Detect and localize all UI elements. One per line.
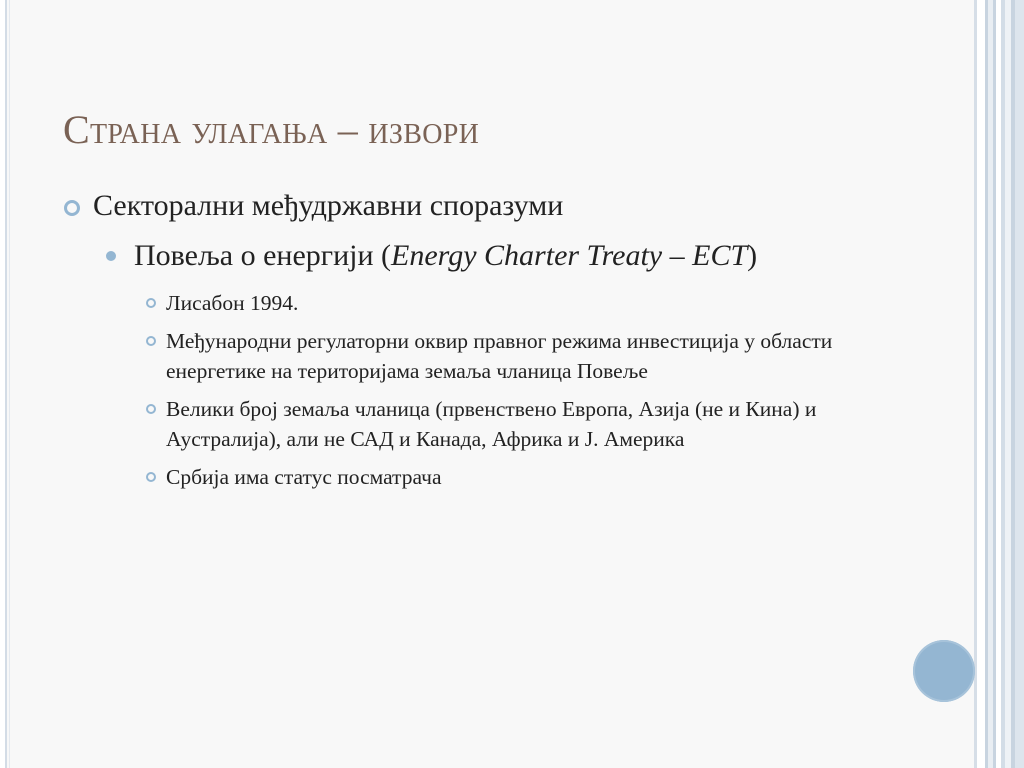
- left-frame-border: [0, 0, 7, 768]
- bullet-level3: [144, 462, 886, 492]
- bullet-level1-text: Секторални међудржавни споразуми: [93, 189, 564, 222]
- decorative-circle: [913, 640, 975, 702]
- small-hollow-circle-bullet-icon: [146, 404, 156, 414]
- bullet-level3: [144, 326, 886, 386]
- bullet-level2: [104, 236, 874, 276]
- hollow-circle-bullet-icon: [64, 200, 80, 216]
- bullet-level3-text: Међународни регулаторни оквир правног режима инвестиција у области енергетике на територијама земаља чланица Повеље: [166, 329, 833, 383]
- small-hollow-circle-bullet-icon: [146, 472, 156, 482]
- bullet-level2-text-italic-ect: ECT: [692, 239, 748, 272]
- bullet-level3: [144, 288, 886, 318]
- bullet-level2-text-italic-treaty: Energy Charter Treaty: [391, 239, 663, 272]
- bullet-level3-text: Велики број земаља чланица (првенствено Европа, Азија (не и Кина) и Аустралија), али не САД и Канада, Африка и Ј. Америка: [166, 397, 817, 451]
- bullet-level2-text-mid: –: [662, 239, 693, 272]
- bullet-level3-text: Србија има статус посматрача: [166, 465, 442, 489]
- bullet-level1: [60, 186, 890, 226]
- bullet-level2-text-prefix: Повеља о енергији (: [134, 239, 392, 272]
- bullet-level3-text: Лисабон 1994.: [166, 291, 299, 315]
- small-hollow-circle-bullet-icon: [146, 336, 156, 346]
- slide-title: Страна улагања – извори: [63, 107, 480, 152]
- left-frame-line: [9, 0, 10, 768]
- slide-content: [60, 186, 890, 492]
- right-decorative-stripes: [974, 0, 1024, 768]
- bullet-level2-text-suffix: ): [747, 239, 758, 272]
- bullet-level3: [144, 394, 886, 454]
- filled-circle-bullet-icon: [106, 251, 116, 261]
- small-hollow-circle-bullet-icon: [146, 298, 156, 308]
